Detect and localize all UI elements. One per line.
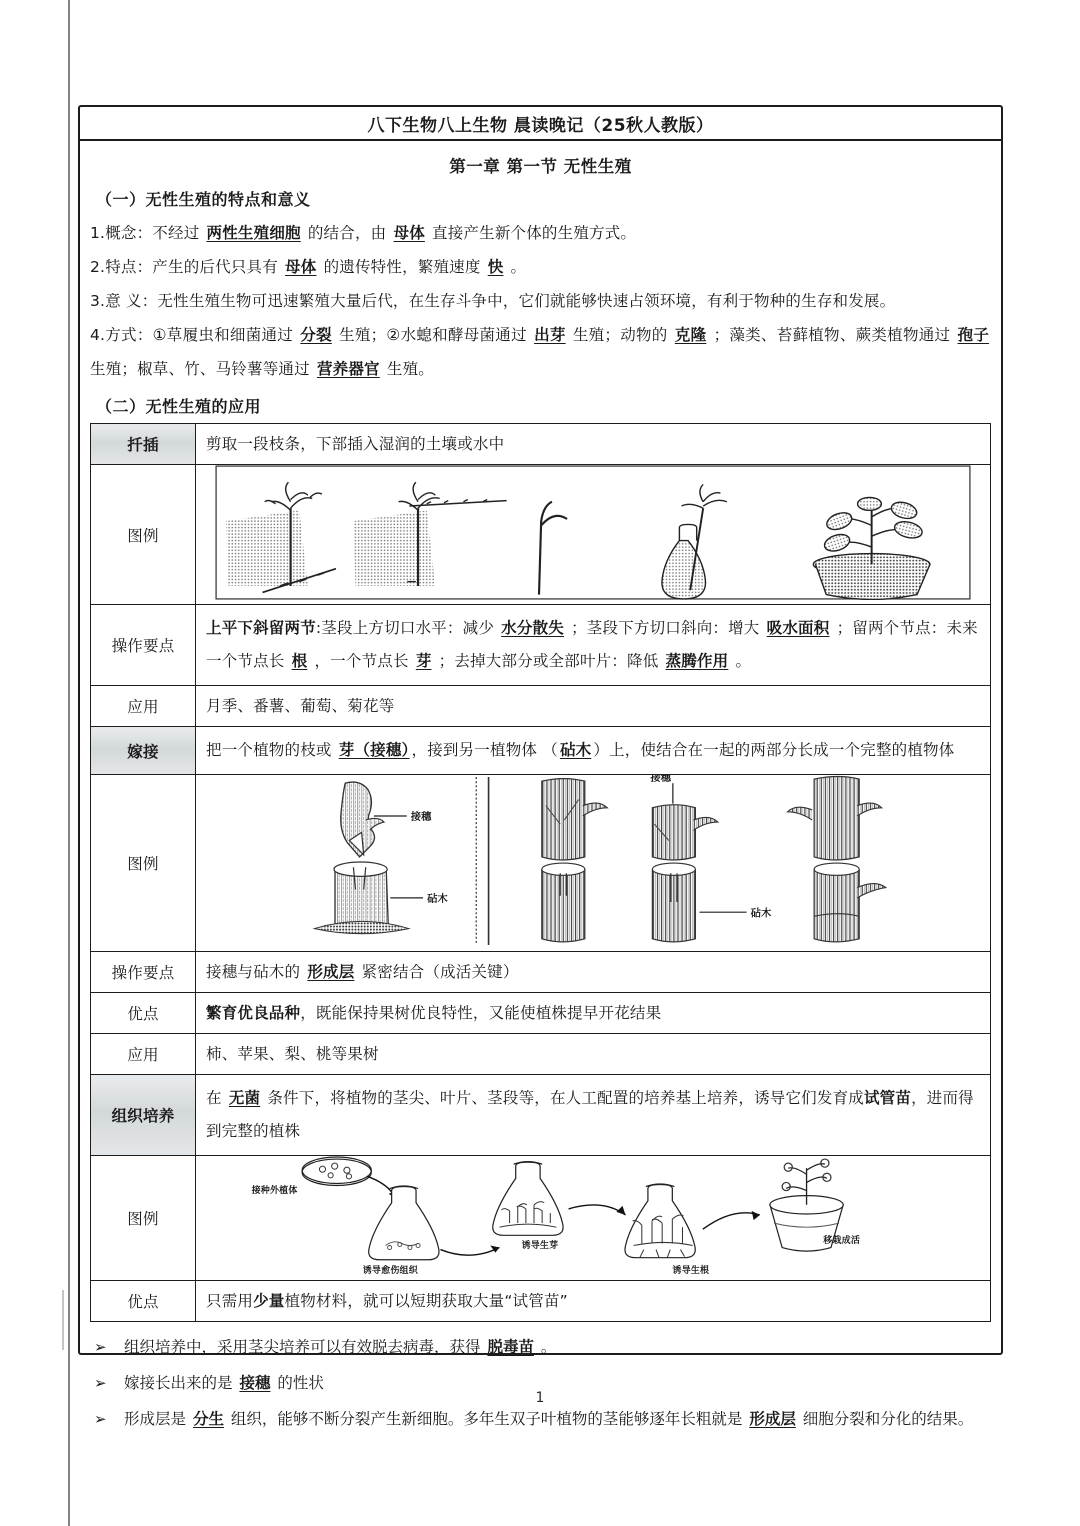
body-text: 形成层是 xyxy=(124,1410,191,1428)
body-text: 。 xyxy=(730,652,752,670)
row-label-图例: 图例 xyxy=(91,775,196,952)
fill-in-blank-answer: 克隆 xyxy=(674,326,707,344)
body-text: 紧密结合（成活关键） xyxy=(356,963,519,981)
section-two-heading xyxy=(96,394,991,417)
row-content-嫁接 xyxy=(196,727,991,775)
fill-in-blank-answer: 分裂 xyxy=(300,326,332,344)
fill-in-blank-answer: 出芽 xyxy=(534,326,566,344)
body-text: 把一个植物的枝或 xyxy=(206,741,337,759)
body-text: 生殖；椒草、竹、马铃薯等通过 xyxy=(90,360,315,378)
document-title-text: 八下生物八上生物 晨读晚记（25秋人教版） xyxy=(367,115,714,136)
fill-in-blank-answer: 接穗 xyxy=(239,1374,271,1392)
row-label-扦插: 扦插 xyxy=(91,424,196,465)
table-row xyxy=(91,424,991,465)
row-content-优点 xyxy=(196,993,991,1034)
body-text: 的遗传特性，繁殖速度 xyxy=(318,258,486,276)
bullet-item-3 xyxy=(90,1402,991,1436)
section-two-heading-text: （二）无性生殖的应用 xyxy=(96,397,262,416)
key-points-bullet-list xyxy=(90,1330,991,1436)
item-index: 2.特点： xyxy=(90,258,153,276)
row-content-应用 xyxy=(196,1034,991,1075)
emphasis-text: 上平下斜留两节 xyxy=(206,619,316,637)
body-text: 组织，能够不断分裂产生新细胞。多年生双子叶植物的茎能够逐年长粗就是 xyxy=(225,1410,748,1428)
body-text: 月季、番薯、葡萄、菊花等 xyxy=(206,697,395,715)
body-text: 条件下，将植物的茎尖、叶片、茎段等，在人工配置的培养基上培养，诱导它们发育成 xyxy=(262,1089,864,1107)
table-row xyxy=(91,775,991,952)
row-label-应用: 应用 xyxy=(91,1034,196,1075)
tissue-culture-step-label-5: 移栽成活 xyxy=(823,1235,861,1246)
section-one-paragraph-list xyxy=(90,216,991,386)
row-label-优点: 优点 xyxy=(91,1281,196,1322)
bullet-text xyxy=(124,1402,991,1436)
body-text: ，一个节点长 xyxy=(309,652,414,670)
tissue-culture-step-label-3: 诱导生芽 xyxy=(521,1240,559,1251)
cutting-illustration xyxy=(196,465,991,605)
fill-in-blank-answer: 吸水面积 xyxy=(766,619,830,637)
body-text: ，进而得到完整的植株 xyxy=(206,1089,974,1140)
body-text: 嫁接长出来的是 xyxy=(124,1374,238,1392)
section-one-heading xyxy=(96,187,991,210)
row-content-操作要点 xyxy=(196,605,991,686)
body-text: ；茎段下方切口斜向：增大 xyxy=(565,619,765,637)
body-text: ）上，使结合在一起的两部分长成一个完整的植物体 xyxy=(593,741,955,759)
scan-artifact-left-line xyxy=(68,0,70,1526)
body-text: 组织培养中，采用茎尖培养可以有效脱去病毒，获得 xyxy=(124,1338,486,1356)
section-one-item-4 xyxy=(90,318,991,386)
body-text: 生殖；动物的 xyxy=(567,326,673,344)
fill-in-blank-answer: 芽 xyxy=(415,652,432,670)
table-row xyxy=(91,1156,991,1281)
fill-in-blank-answer: 形成层 xyxy=(749,1410,796,1428)
document-title xyxy=(80,107,1001,141)
body-text: 生殖。 xyxy=(381,360,434,378)
scan-artifact-left-line-secondary xyxy=(62,1290,64,1350)
fill-in-blank-answer: 母体 xyxy=(393,224,425,242)
item-index: 1.概念： xyxy=(90,224,153,242)
cutting-illustration-svg xyxy=(196,465,990,600)
row-content-组织培养 xyxy=(196,1075,991,1156)
tissue-culture-step-label-4: 诱导生根 xyxy=(672,1265,710,1276)
fill-in-blank-answer: 形成层 xyxy=(307,963,355,981)
page-content xyxy=(80,141,1001,1438)
emphasis-text: 繁育优良品种 xyxy=(206,1004,301,1022)
fill-in-blank-answer: 孢子 xyxy=(957,326,990,344)
table-row xyxy=(91,952,991,993)
svg-text:砧木: 砧木 xyxy=(750,908,772,920)
body-text: 只需用 xyxy=(206,1292,254,1310)
chapter-heading xyxy=(90,153,991,177)
body-text: 接穗与砧木的 xyxy=(206,963,306,981)
fill-in-blank-answer: 砧木 xyxy=(559,741,592,759)
bullet-item-1 xyxy=(90,1330,991,1364)
body-text: 无性生殖生物可迅速繁殖大量后代，在生存斗争中，它们就能够快速占领环境，有利于物种的生存和发展。 xyxy=(157,292,896,310)
row-content-扦插 xyxy=(196,424,991,465)
bullet-marker-icon: ➢ xyxy=(94,1338,107,1356)
body-text: ；去掉大部分或全部叶片：降低 xyxy=(433,652,664,670)
asexual-reproduction-table xyxy=(90,423,991,1322)
svg-text:接穗: 接穗 xyxy=(650,775,672,785)
body-text: :茎段上方切口水平：减少 xyxy=(315,619,500,637)
row-label-嫁接: 嫁接 xyxy=(91,727,196,775)
bullet-marker-icon: ➢ xyxy=(94,1410,107,1428)
svg-text:砧木: 砧木 xyxy=(427,893,449,905)
fill-in-blank-answer: 根 xyxy=(291,652,308,670)
tissue-culture-illustration xyxy=(196,1156,991,1281)
section-one-item-1 xyxy=(90,216,991,250)
page-number xyxy=(0,1390,1080,1406)
section-one-item-2 xyxy=(90,250,991,284)
fill-in-blank-answer: 芽（接穗） xyxy=(338,741,410,759)
fill-in-blank-answer: 蒸腾作用 xyxy=(665,652,729,670)
body-text: 剪取一段枝条，下部插入湿润的土壤或水中 xyxy=(206,435,505,453)
fill-in-blank-answer: 两性生殖细胞 xyxy=(206,224,301,242)
fill-in-blank-answer: 营养器官 xyxy=(316,360,380,378)
row-label-组织培养: 组织培养 xyxy=(91,1075,196,1156)
grafting-illustration-svg xyxy=(196,775,990,947)
fill-in-blank-answer: 快 xyxy=(487,258,504,276)
body-text: ；留两个节点：未来一个节点长 xyxy=(206,619,978,670)
row-label-图例: 图例 xyxy=(91,1156,196,1281)
row-content-应用 xyxy=(196,686,991,727)
body-text: 产生的后代只具有 xyxy=(152,258,284,276)
section-one-item-3 xyxy=(90,284,991,318)
body-text: 柿、苹果、梨、桃等果树 xyxy=(206,1045,379,1063)
row-label-操作要点: 操作要点 xyxy=(91,605,196,686)
body-text: ；藻类、苔藓植物、蕨类植物通过 xyxy=(708,326,956,344)
table-row xyxy=(91,993,991,1034)
body-text: 直接产生新个体的生殖方式。 xyxy=(426,224,637,242)
row-label-优点: 优点 xyxy=(91,993,196,1034)
row-content-操作要点 xyxy=(196,952,991,993)
tissue-culture-step-label-1: 接种外植体 xyxy=(251,1186,298,1197)
body-text: 生殖；②水螅和酵母菌通过 xyxy=(333,326,533,344)
section-one-heading-text: （一）无性生殖的特点和意义 xyxy=(96,190,311,209)
emphasis-text: 试管苗 xyxy=(863,1089,912,1107)
table-row xyxy=(91,605,991,686)
body-text: 的结合，由 xyxy=(302,224,392,242)
fill-in-blank-answer: 无菌 xyxy=(228,1089,261,1107)
svg-text:接穗: 接穗 xyxy=(410,812,432,824)
row-label-图例: 图例 xyxy=(91,465,196,605)
item-index: 4.方式： xyxy=(90,326,153,344)
row-label-应用: 应用 xyxy=(91,686,196,727)
body-text: 。 xyxy=(505,258,527,276)
fill-in-blank-answer: 分生 xyxy=(192,1410,224,1428)
table-row xyxy=(91,1034,991,1075)
item-index: 3.意 义： xyxy=(90,292,158,310)
row-label-操作要点: 操作要点 xyxy=(91,952,196,993)
body-text: 不经过 xyxy=(152,224,205,242)
table-row xyxy=(91,1075,991,1156)
table-row xyxy=(91,465,991,605)
tissue-culture-step-label-2: 诱导愈伤组织 xyxy=(362,1265,418,1276)
fill-in-blank-answer: 脱毒苗 xyxy=(487,1338,534,1356)
fill-in-blank-answer: 水分散失 xyxy=(501,619,564,637)
bullet-marker-icon: ➢ xyxy=(94,1374,107,1392)
body-text: 在 xyxy=(206,1089,227,1107)
body-text: 细胞分裂和分化的结果。 xyxy=(797,1410,974,1428)
page-number-text: 1 xyxy=(535,1390,545,1406)
body-text: 。 xyxy=(535,1338,557,1356)
body-text: 的性状 xyxy=(272,1374,324,1392)
emphasis-text: 少量 xyxy=(253,1292,285,1310)
body-text: ，接到另一植物体 （ xyxy=(411,741,558,759)
row-content-优点 xyxy=(196,1281,991,1322)
table-row xyxy=(91,1281,991,1322)
grafting-illustration xyxy=(196,775,991,952)
bullet-text xyxy=(124,1330,991,1364)
table-row xyxy=(91,686,991,727)
table-row xyxy=(91,727,991,775)
tissue-culture-illustration-svg xyxy=(196,1156,990,1276)
body-text: ，既能保持果树优良特性，又能使植株提早开花结果 xyxy=(300,1004,662,1022)
body-text: 植物材料，就可以短期获取大量“试管苗” xyxy=(284,1292,568,1310)
body-text: ①草履虫和细菌通过 xyxy=(152,326,299,344)
chapter-heading-text: 第一章 第一节 无性生殖 xyxy=(449,157,632,176)
fill-in-blank-answer: 母体 xyxy=(285,258,317,276)
